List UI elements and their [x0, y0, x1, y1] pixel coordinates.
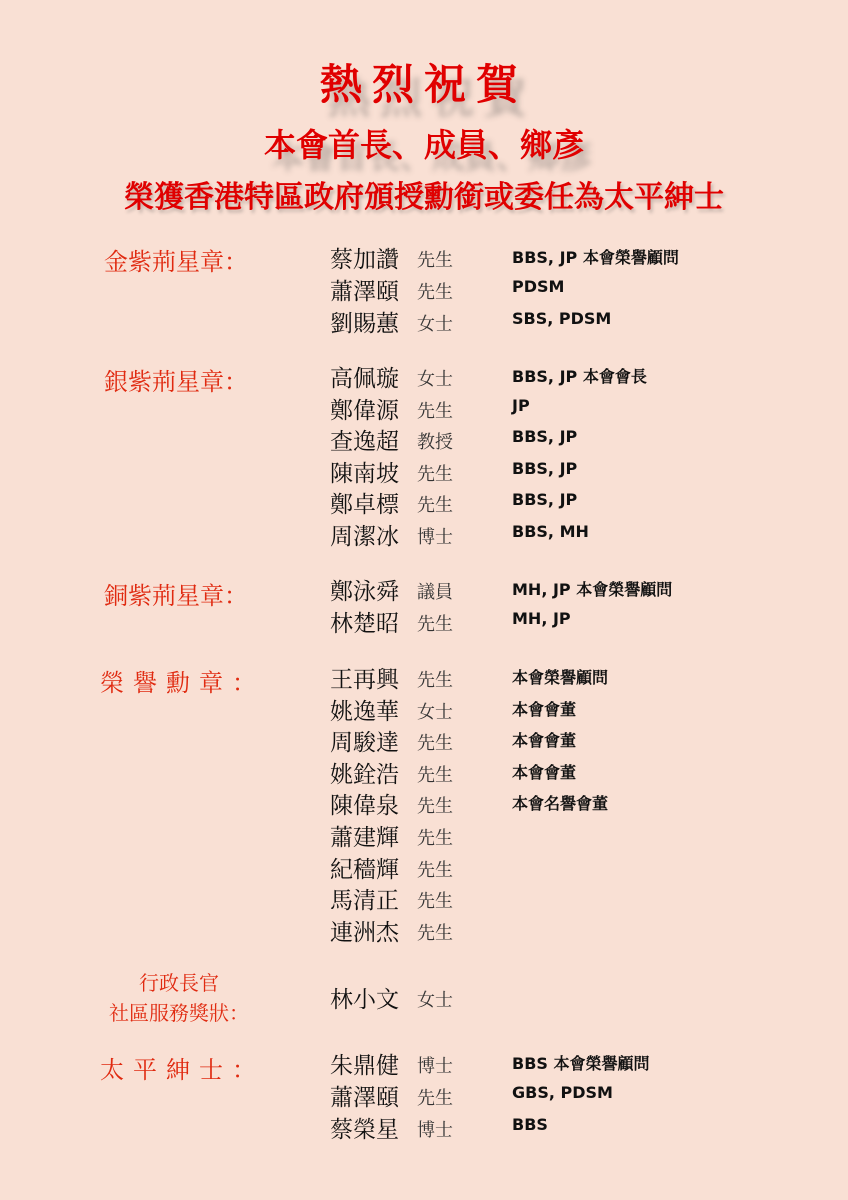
person-name: 查逸超 [330, 429, 399, 455]
person-honorific: 博士 [417, 1056, 453, 1077]
person-award: 本會名譽會董 [512, 794, 609, 813]
person-name: 鄭卓標 [330, 492, 399, 518]
person-honorific: 博士 [417, 527, 453, 548]
person-award: GBS, PDSM [512, 1083, 613, 1102]
person-honorific: 先生 [417, 614, 453, 635]
person-honorific: 先生 [417, 860, 453, 881]
person-award: MH, JP 本會榮譽顧問 [512, 580, 673, 599]
person-name: 馬清正 [330, 888, 399, 914]
headline-description: 榮獲香港特區政府頒授勳銜或委任為太平紳士 [124, 180, 724, 215]
person-name: 蕭澤頤 [330, 279, 399, 305]
person-award: BBS, JP [512, 459, 578, 478]
person-award: 本會會董 [512, 763, 577, 782]
person-honorific: 女士 [417, 990, 453, 1011]
category-gold-bauhinia-star: 金紫荊星章： [104, 248, 248, 276]
person-name: 林小文 [330, 987, 399, 1013]
person-honorific: 先生 [417, 796, 453, 817]
person-award: BBS [512, 1115, 548, 1134]
person-award: 本會會董 [512, 731, 577, 750]
person-award: SBS, PDSM [512, 309, 612, 328]
person-award: 本會會董 [512, 700, 577, 719]
person-award: BBS 本會榮譽顧問 [512, 1054, 650, 1073]
person-name: 蔡加讚 [330, 247, 399, 273]
person-award: BBS, JP [512, 490, 578, 509]
person-honorific: 女士 [417, 702, 453, 723]
headline-congratulations: 熱烈祝賀 [319, 60, 528, 109]
person-honorific: 先生 [417, 923, 453, 944]
person-award: BBS, JP 本會榮譽顧問 [512, 248, 679, 267]
category-ce-community-service-commendation [104, 968, 254, 1028]
person-honorific: 先生 [417, 1088, 453, 1109]
person-award: JP [512, 396, 530, 415]
category-medal-of-honour: 榮譽勳章： [100, 669, 265, 697]
person-honorific: 議員 [417, 582, 453, 603]
person-award: 本會榮譽顧問 [512, 668, 609, 687]
person-honorific: 先生 [417, 670, 453, 691]
person-honorific: 女士 [417, 314, 453, 335]
person-name: 陳南坡 [330, 461, 399, 487]
person-award: PDSM [512, 277, 565, 296]
category-bronze-bauhinia-star: 銅紫荊星章： [104, 582, 248, 610]
person-honorific: 女士 [417, 369, 453, 390]
person-name: 劉賜蕙 [330, 311, 399, 337]
person-name: 連洲杰 [330, 920, 399, 946]
person-honorific: 教授 [417, 432, 453, 453]
person-honorific: 先生 [417, 282, 453, 303]
person-award: BBS, JP [512, 427, 578, 446]
person-name: 蔡榮星 [330, 1117, 399, 1143]
person-award: BBS, MH [512, 522, 589, 541]
person-honorific: 先生 [417, 733, 453, 754]
person-honorific: 博士 [417, 1120, 453, 1141]
person-name: 林楚昭 [330, 611, 399, 637]
person-name: 紀穡輝 [330, 857, 399, 883]
person-name: 姚逸華 [330, 699, 399, 725]
person-name: 蕭澤頤 [330, 1085, 399, 1111]
person-name: 姚銓浩 [330, 762, 399, 788]
person-name: 鄭泳舜 [330, 579, 399, 605]
category-justice-of-the-peace: 太平紳士： [100, 1056, 265, 1084]
person-honorific: 先生 [417, 401, 453, 422]
person-honorific: 先生 [417, 891, 453, 912]
person-name: 周駿達 [330, 730, 399, 756]
headline-subjects: 本會首長、成員、鄉彥 [263, 126, 584, 164]
person-honorific: 先生 [417, 765, 453, 786]
category-line-2: 社區服務獎狀： [109, 1001, 249, 1025]
person-name: 高佩璇 [330, 366, 399, 392]
person-award: BBS, JP 本會會長 [512, 367, 647, 386]
person-award: MH, JP [512, 609, 571, 628]
person-name: 陳偉泉 [330, 793, 399, 819]
person-honorific: 先生 [417, 250, 453, 271]
person-honorific: 先生 [417, 828, 453, 849]
category-line-1: 行政長官 [139, 971, 219, 995]
person-name: 蕭建輝 [330, 825, 399, 851]
person-honorific: 先生 [417, 464, 453, 485]
person-name: 周潔冰 [330, 524, 399, 550]
person-name: 鄭偉源 [330, 398, 399, 424]
person-honorific: 先生 [417, 495, 453, 516]
person-name: 王再興 [330, 667, 399, 693]
person-name: 朱鼎健 [330, 1053, 399, 1079]
category-silver-bauhinia-star: 銀紫荊星章： [104, 368, 248, 396]
